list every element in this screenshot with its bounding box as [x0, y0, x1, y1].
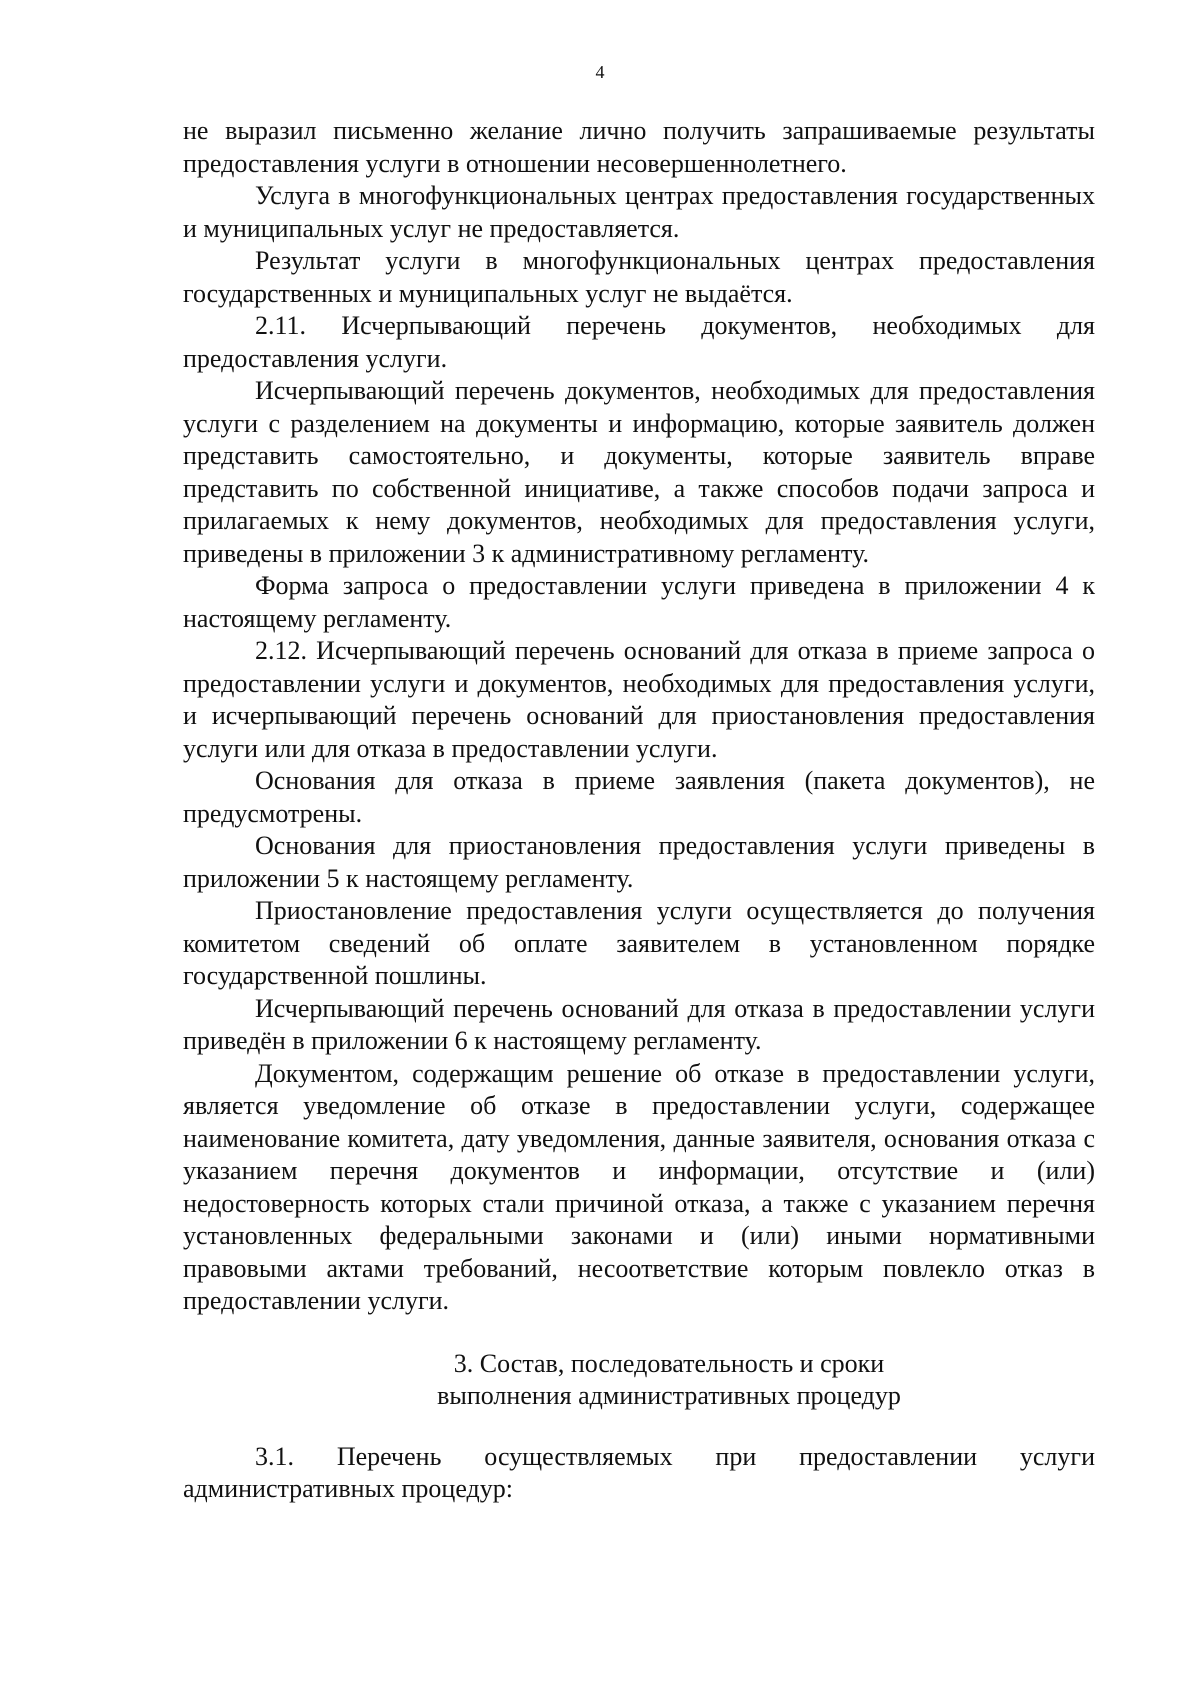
paragraph-continuation: не выразил письменно желание лично получить запрашиваемые результаты предоставления услуги в отношении несовершеннолетнего. [183, 116, 1095, 178]
section-3-heading-line1: 3. Состав, последовательность и сроки [453, 1348, 885, 1378]
paragraph-request-form: Форма запроса о предоставлении услуги приведена в приложении 4 к настоящему регламенту. [183, 571, 1095, 633]
page-number: 4 [595, 62, 605, 82]
paragraph-3-1: 3.1. Перечень осуществляемых при предоставлении услуги административных процедур: [183, 1441, 1095, 1503]
paragraph-2-12-title: 2.12. Исчерпывающий перечень оснований для отказа в приеме запроса о предоставлении услуги и документов, необходимых для предоставления услуги, и исчерпывающий перечень оснований для приостановления предоставления услуги или для отказа в предоставлении услуги. [183, 636, 1095, 763]
paragraph-mfc-service: Услуга в многофункциональных центрах предоставления государственных и муниципальных услуг не предоставляется. [183, 181, 1095, 243]
paragraph-mfc-result: Результат услуги в многофункциональных центрах предоставления государственных и муниципальных услуг не выдаётся. [183, 246, 1095, 308]
document-body [183, 115, 1095, 1506]
section-3-heading [183, 1348, 1095, 1413]
paragraph-refusal-document: Документом, содержащим решение об отказе в предоставлении услуги, является уведомление об отказе в предоставлении услуги, содержащее наименование комитета, дату уведомления, данные заявителя, основания отказа с указанием перечня документов и информации, отсутствие и (или) недостоверность которых стали причиной отказа, а также с указанием перечня установленных федеральными законами и (или) иными нормативными правовыми актами требований, несоответствие которым повлекло отказ в предоставлении услуги. [183, 1058, 1095, 1315]
paragraph-refusal-grounds: Исчерпывающий перечень оснований для отказа в предоставлении услуги приведён в приложении 6 к настоящему регламенту. [183, 993, 1095, 1055]
paragraph-2-11-title: 2.11. Исчерпывающий перечень документов, необходимых для предоставления услуги. [183, 311, 1095, 373]
section-3-heading-line2: выполнения административных процедур [437, 1381, 901, 1410]
paragraph-suspension: Приостановление предоставления услуги осуществляется до получения комитетом сведений об оплате заявителем в установленном порядке государственной пошлины. [183, 896, 1095, 990]
paragraph-documents-list: Исчерпывающий перечень документов, необходимых для предоставления услуги с разделением на документы и информацию, которые заявитель должен представить самостоятельно, и документы, которые заявитель вправе представить по собственной инициативе, а также способов подачи запроса и прилагаемых к нему документов, необходимых для предоставления услуги, приведены в приложении 3 к административному регламенту. [183, 376, 1095, 568]
paragraph-suspension-grounds: Основания для приостановления предоставления услуги приведены в приложении 5 к настоящему регламенту. [183, 831, 1095, 893]
paragraph-refusal-reception: Основания для отказа в приеме заявления (пакета документов), не предусмотрены. [183, 766, 1095, 828]
